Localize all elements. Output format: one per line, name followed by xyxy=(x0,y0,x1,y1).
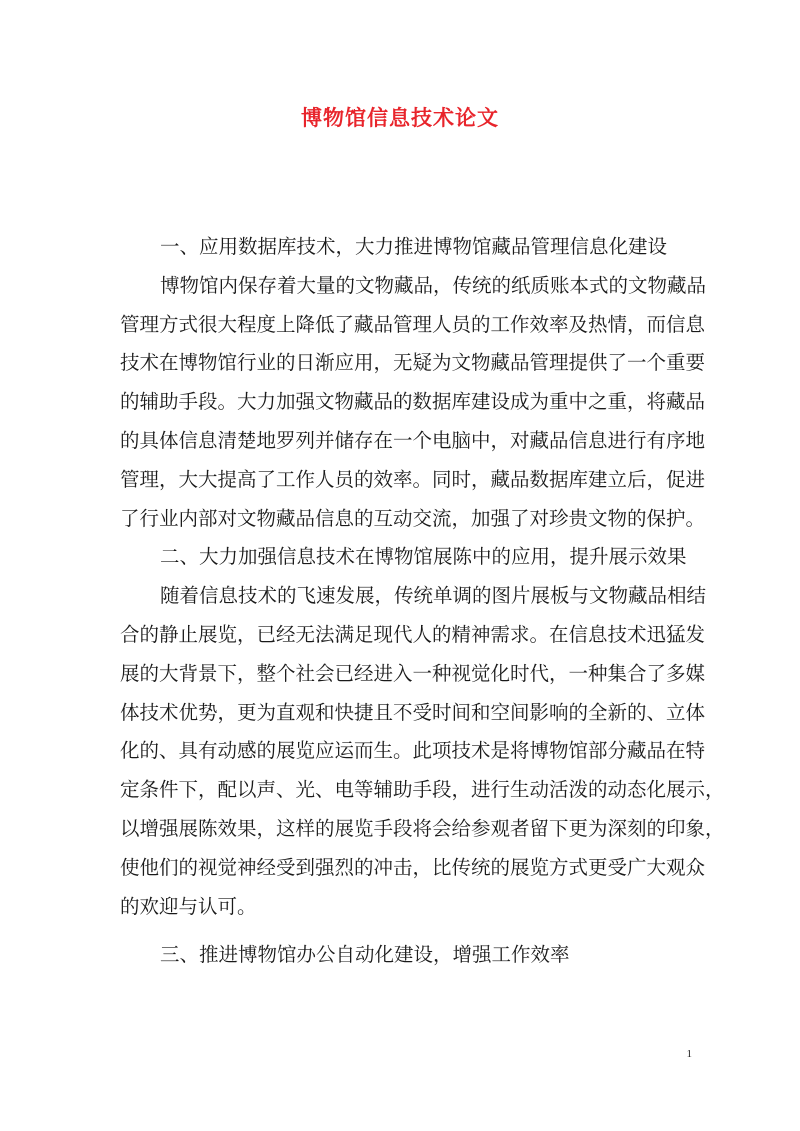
section-heading: 一、应用数据库技术，大力推进博物馆藏品管理信息化建设 xyxy=(160,235,668,258)
paragraph-line: 展的大背景下，整个社会已经进入一种视觉化时代，一种集合了多媒 xyxy=(120,661,706,685)
paragraph-line: 化的、具有动感的展览应运而生。此项技术是将博物馆部分藏品在特 xyxy=(120,739,706,763)
document-title: 博物馆信息技术论文 xyxy=(301,105,499,130)
paragraph-line: 博物馆内保存着大量的文物藏品，传统的纸质账本式的文物藏品 xyxy=(160,273,707,297)
paragraph-line: 随着信息技术的飞速发展，传统单调的图片展板与文物藏品相结 xyxy=(160,584,707,608)
paragraph-line: 合的静止展览，已经无法满足现代人的精神需求。在信息技术迅猛发 xyxy=(120,622,706,646)
paragraph-line: 体技术优势，更为直观和快捷且不受时间和空间影响的全新的、立体 xyxy=(120,700,706,724)
paragraph-line: 使他们的视觉神经受到强烈的冲击，比传统的展览方式更受广大观众 xyxy=(120,855,706,879)
page-number: 1 xyxy=(686,1048,692,1060)
paragraph-line: 管理方式很大程度上降低了藏品管理人员的工作效率及热情，而信息 xyxy=(120,312,706,336)
paragraph-line: 技术在博物馆行业的日渐应用，无疑为文物藏品管理提供了一个重要 xyxy=(120,351,706,375)
paragraph-line: 的欢迎与认可。 xyxy=(120,894,257,918)
paragraph-line: 管理，大大提高了工作人员的效率。同时，藏品数据库建立后，促进 xyxy=(120,467,706,491)
section-heading: 二、大力加强信息技术在博物馆展陈中的应用，提升展示效果 xyxy=(160,545,687,569)
section-heading: 三、推进博物馆办公自动化建设，增强工作效率 xyxy=(160,943,570,967)
paragraph-line: 了行业内部对文物藏品信息的互动交流，加强了对珍贵文物的保护。 xyxy=(120,506,706,530)
paragraph-line: 的具体信息清楚地罗列并储存在一个电脑中，对藏品信息进行有序地 xyxy=(120,428,706,452)
paragraph-line: 的辅助手段。大力加强文物藏品的数据库建设成为重中之重，将藏品 xyxy=(120,390,706,414)
document-body xyxy=(120,228,725,975)
paragraph-line: 定条件下，配以声、光、电等辅助手段，进行生动活泼的动态化展示， xyxy=(120,778,725,802)
paragraph-line: 以增强展陈效果，这样的展览手段将会给参观者留下更为深刻的印象， xyxy=(120,816,725,840)
